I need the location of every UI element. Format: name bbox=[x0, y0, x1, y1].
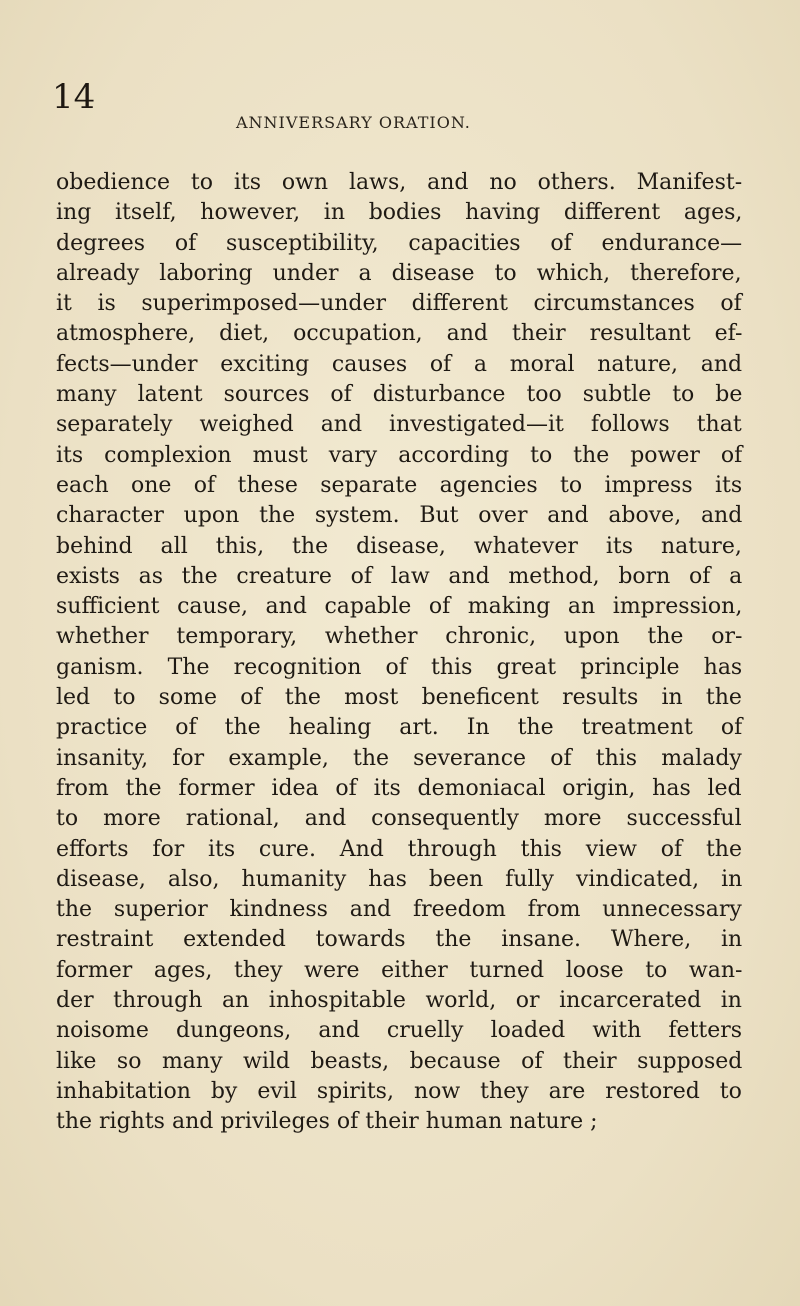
text-line: it is superimposed—under different circumstances of bbox=[56, 291, 742, 317]
text-line: the rights and privileges of their human nature ; bbox=[56, 1109, 598, 1135]
text-line: sufficient cause, and capable of making an impression, bbox=[56, 594, 743, 620]
text-line: ganism. The recognition of this great principle has bbox=[56, 654, 743, 680]
running-title: ANNIVERSARY ORATION. bbox=[236, 113, 471, 132]
text-line: der through an inhospitable world, or incarcerated in bbox=[56, 988, 742, 1014]
text-line: disease, also, humanity has been fully vindicated, in bbox=[56, 866, 743, 892]
text-line: its complexion must vary according to the power of bbox=[56, 442, 743, 468]
text-line: each one of these separate agencies to impress its bbox=[56, 472, 743, 498]
text-line: exists as the creature of law and method, born of a bbox=[56, 563, 743, 589]
text-line: character upon the system. But over and above, and bbox=[56, 503, 743, 529]
text-line: already laboring under a disease to which, therefore, bbox=[56, 260, 742, 286]
text-line: former ages, they were either turned loose to wan- bbox=[56, 957, 743, 983]
text-line: behind all this, the disease, whatever its nature, bbox=[56, 533, 742, 559]
page-number: 14 bbox=[52, 77, 96, 117]
text-line: obedience to its own laws, and no others. Manifest- bbox=[56, 170, 743, 195]
text-line: noisome dungeons, and cruelly loaded with fetters bbox=[56, 1018, 743, 1044]
text-line: ing itself, however, in bodies having different ages, bbox=[56, 200, 743, 226]
text-line: restraint extended towards the insane. Where, in bbox=[56, 927, 743, 953]
text-line: led to some of the most beneficent results in the bbox=[56, 685, 742, 711]
text-line: fects—under exciting causes of a moral nature, and bbox=[56, 351, 743, 377]
text-line: the superior kindness and freedom from unnecessary bbox=[56, 897, 742, 923]
text-line: many latent sources of disturbance too subtle to be bbox=[56, 382, 743, 408]
text-line: inhabitation by evil spirits, now they are restored to bbox=[56, 1078, 742, 1104]
text-line: practice of the healing art. In the treatment of bbox=[56, 715, 743, 741]
text-line: insanity, for example, the severance of this malady bbox=[56, 745, 742, 771]
text-line: whether temporary, whether chronic, upon the or- bbox=[56, 624, 743, 650]
text-line: from the former idea of its demoniacal origin, has led bbox=[56, 775, 742, 801]
text-line: efforts for its cure. And through this view of the bbox=[56, 836, 742, 862]
text-line: to more rational, and consequently more successful bbox=[56, 806, 742, 832]
text-line: atmosphere, diet, occupation, and their resultant ef- bbox=[56, 321, 743, 347]
body-text bbox=[56, 168, 742, 1138]
text-line: like so many wild beasts, because of their supposed bbox=[56, 1048, 743, 1074]
text-line: separately weighed and investigated—it follows that bbox=[56, 412, 742, 438]
text-line: degrees of susceptibility, capacities of endurance— bbox=[56, 230, 743, 256]
